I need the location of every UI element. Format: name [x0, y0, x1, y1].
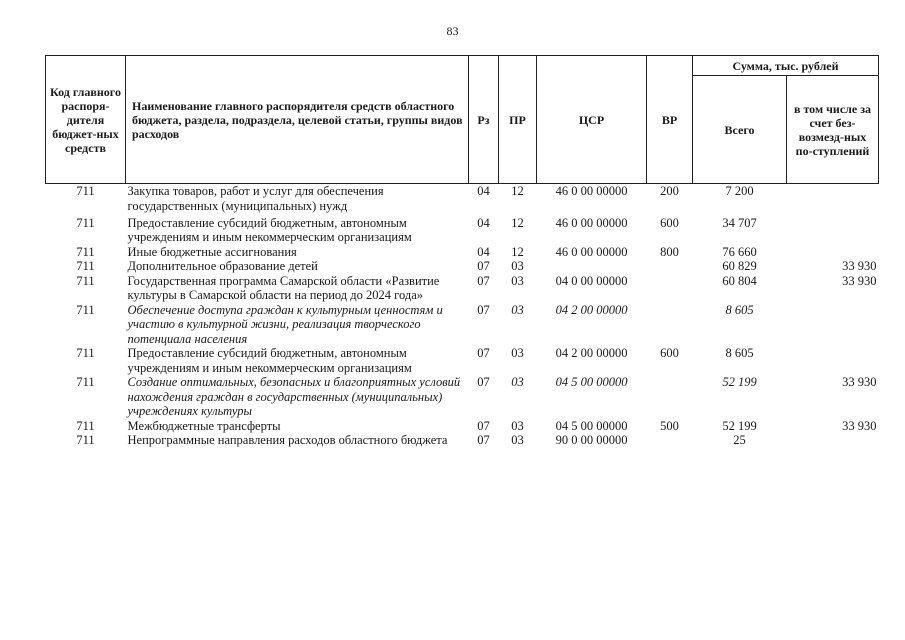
cell-code: 711	[76, 215, 95, 230]
cell-total: 8 605	[725, 302, 754, 317]
cell-code: 711	[76, 418, 95, 433]
budget-table	[45, 55, 879, 448]
table-row	[46, 375, 879, 419]
cell-total: 8 605	[725, 346, 754, 360]
header-pr: ПР	[499, 56, 537, 184]
cell-total: 60 829	[722, 259, 757, 273]
cell-total: 52 199	[722, 375, 757, 389]
cell-rz: 07	[477, 346, 490, 360]
cell-name: Обеспечение доступа граждан к культурным ценностям и участию в культурной жизни, реализация творческого потенциала населения	[127, 302, 443, 346]
cell-pr: 03	[511, 346, 524, 360]
cell-incl: 33 930	[842, 418, 877, 433]
cell-rz: 04	[477, 244, 490, 259]
cell-pr: 03	[511, 418, 524, 433]
header-incl: в том числе за счет без-возмезд-ных по-ступлений	[787, 76, 879, 184]
cell-vr: 800	[660, 244, 679, 259]
cell-pr: 03	[511, 375, 524, 389]
cell-csr: 46 0 00 00000	[555, 244, 628, 259]
cell-total: 25	[733, 433, 746, 447]
cell-pr: 12	[511, 244, 524, 259]
cell-incl: 33 930	[842, 273, 877, 288]
cell-vr: 200	[660, 184, 679, 198]
table-row	[46, 184, 879, 216]
table-row	[46, 303, 879, 347]
cell-csr: 04 2 00 00000	[555, 346, 628, 360]
cell-rz: 07	[477, 302, 490, 317]
table-row	[46, 274, 879, 303]
cell-pr: 03	[511, 433, 524, 447]
cell-pr: 03	[511, 302, 524, 317]
cell-incl: 33 930	[842, 375, 877, 389]
cell-code: 711	[76, 375, 95, 389]
table-row	[46, 259, 879, 274]
cell-code: 711	[76, 244, 95, 259]
cell-pr: 03	[511, 259, 524, 273]
cell-vr: 600	[660, 215, 679, 230]
header-code: Код главного распоря-дителя бюджет-ных средств	[46, 56, 126, 184]
table-row	[46, 346, 879, 375]
cell-vr	[647, 375, 693, 419]
cell-csr: 04 0 00 00000	[555, 273, 628, 288]
table-row	[46, 419, 879, 434]
cell-vr	[647, 303, 693, 347]
cell-pr: 03	[511, 273, 524, 288]
cell-code: 711	[76, 346, 95, 360]
cell-total: 52 199	[722, 418, 757, 433]
cell-name: Дополнительное образование детей	[127, 259, 318, 273]
cell-csr: 04 2 00 00000	[555, 302, 628, 317]
cell-rz: 04	[477, 184, 490, 198]
header-total: Всего	[693, 76, 787, 184]
cell-code: 711	[76, 302, 95, 317]
cell-name: Государственная программа Самарской области «Развитие культуры в Самарской области на период до 2024 года»	[127, 273, 440, 302]
header-sum: Сумма, тыс. рублей	[693, 56, 879, 76]
cell-name: Иные бюджетные ассигнования	[127, 244, 297, 259]
cell-rz: 07	[477, 433, 490, 447]
cell-name: Межбюджетные трансферты	[127, 418, 281, 433]
cell-vr	[647, 259, 693, 274]
cell-vr: 600	[660, 346, 679, 360]
cell-rz: 04	[477, 215, 490, 230]
page-number: 83	[446, 24, 459, 38]
cell-total: 76 660	[722, 244, 757, 259]
header-vr: ВР	[647, 56, 693, 184]
cell-rz: 07	[477, 375, 490, 389]
header-name: Наименование главного распорядителя средств областного бюджета, раздела, подраздела, целевой статьи, группы видов расходов	[126, 56, 469, 184]
cell-csr: 90 0 00 00000	[555, 433, 628, 447]
cell-csr: 04 5 00 00000	[555, 375, 628, 389]
cell-incl: 33 930	[842, 259, 877, 273]
cell-name: Непрограммные направления расходов областного бюджета	[127, 433, 448, 447]
cell-total: 7 200	[725, 184, 754, 198]
cell-pr: 12	[511, 184, 524, 198]
cell-incl	[787, 433, 879, 448]
cell-name: Предоставление субсидий бюджетным, автономным учреждениям и иным некоммерческим организациям	[127, 215, 412, 244]
header-rz: Рз	[469, 56, 499, 184]
cell-rz: 07	[477, 273, 490, 288]
cell-csr	[537, 259, 647, 274]
cell-code: 711	[76, 184, 95, 198]
cell-vr	[647, 274, 693, 303]
cell-csr: 04 5 00 00000	[555, 418, 628, 433]
cell-name: Закупка товаров, работ и услуг для обеспечения государственных (муниципальных) нужд	[127, 184, 384, 213]
cell-csr: 46 0 00 00000	[555, 184, 628, 198]
cell-incl	[787, 216, 879, 245]
cell-csr: 46 0 00 00000	[555, 215, 628, 230]
header-csr: ЦСР	[537, 56, 647, 184]
table-body	[46, 184, 879, 448]
cell-incl	[787, 303, 879, 347]
cell-rz: 07	[477, 418, 490, 433]
cell-vr: 500	[660, 418, 679, 433]
table-header	[46, 56, 879, 184]
cell-incl	[787, 245, 879, 260]
table-row	[46, 245, 879, 260]
cell-total: 60 804	[722, 273, 757, 288]
cell-incl	[787, 184, 879, 216]
cell-name: Предоставление субсидий бюджетным, автономным учреждениям и иным некоммерческим организациям	[127, 346, 412, 375]
cell-name: Создание оптимальных, безопасных и благоприятных условий нахождения граждан в государственных (муниципальных) учреждениях культуры	[127, 375, 461, 418]
cell-pr: 12	[511, 215, 524, 230]
cell-vr	[647, 433, 693, 448]
cell-code: 711	[76, 259, 95, 273]
cell-code: 711	[76, 273, 95, 288]
cell-incl	[787, 346, 879, 375]
cell-total: 34 707	[722, 215, 757, 230]
cell-rz: 07	[477, 259, 490, 273]
table-row	[46, 216, 879, 245]
table-row	[46, 433, 879, 448]
cell-code: 711	[76, 433, 95, 447]
